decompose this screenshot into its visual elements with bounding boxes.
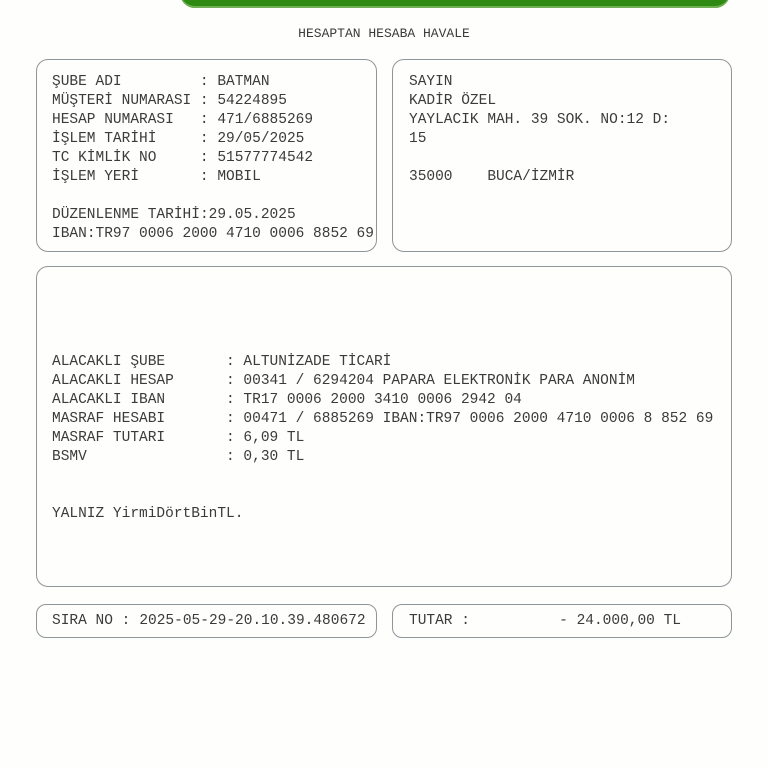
field-label: IBAN [52, 226, 87, 242]
field-separator: : [199, 131, 218, 147]
field-separator: : [199, 112, 218, 128]
field-separator: : [226, 373, 244, 389]
field-separator: : [199, 93, 218, 109]
field-separator: : [199, 74, 218, 90]
field-separator: : [226, 392, 244, 408]
field-value: 29.05.2025 [208, 207, 296, 223]
field-label: İŞLEM TARİHİ [52, 131, 157, 147]
field-alacakli-sube [52, 353, 716, 372]
field-value: TR17 0006 2000 3410 0006 2942 04 [243, 392, 522, 408]
field-separator: : [226, 449, 244, 465]
field-label: ŞUBE ADI [52, 74, 122, 90]
field-separator: : [226, 354, 244, 370]
amount-in-words: YALNIZ YirmiDörtBinTL. [52, 506, 244, 522]
field-label: DÜZENLENME TARİHİ [52, 207, 200, 223]
field-label: ALACAKLI HESAP [52, 373, 174, 389]
field-islem-tarihi [52, 130, 361, 149]
field-alacakli-iban [52, 391, 716, 410]
recipient-address-line-2: 15 [409, 131, 427, 147]
sira-no-label: SIRA NO : [52, 613, 131, 629]
tutar-value: - 24.000,00 TL [559, 613, 681, 629]
field-value: 00471 / 6885269 IBAN:TR97 0006 2000 4710 0006 8 852 69 [243, 411, 714, 427]
field-hesap-numarasi [52, 111, 361, 130]
field-tc-kimlik-no [52, 149, 361, 168]
blank-line [52, 187, 361, 206]
field-value: 6,09 TL [243, 430, 305, 446]
sira-no-value: 2025-05-29-20.10.39.480672 [139, 613, 366, 629]
field-separator: : [199, 169, 218, 185]
field-label: BSMV [52, 449, 87, 465]
sira-no-box [36, 604, 377, 638]
field-label: TC KİMLİK NO [52, 150, 157, 166]
field-separator: : [226, 430, 244, 446]
field-duzenlenme-tarihi [52, 206, 361, 225]
field-value: ALTUNİZADE TİCARİ [243, 354, 392, 370]
field-value: 29/05/2025 [217, 131, 305, 147]
field-label: HESAP NUMARASI [52, 112, 174, 128]
recipient-address-box [392, 59, 732, 252]
page-title: HESAPTAN HESABA HAVALE [298, 26, 470, 41]
recipient-address-line-1: YAYLACIK MAH. 39 SOK. NO:12 D: [409, 112, 671, 128]
field-value: 471/6885269 [217, 112, 314, 128]
recipient-postcode-city: 35000 BUCA/İZMİR [409, 169, 575, 185]
field-bsmv [52, 448, 716, 467]
field-label: MASRAF TUTARI [52, 430, 166, 446]
field-musteri-numarasi [52, 92, 361, 111]
blank-line [409, 149, 715, 168]
field-masraf-hesabi [52, 410, 716, 429]
recipient-name: KADİR ÖZEL [409, 93, 497, 109]
transfer-details-box [36, 266, 732, 587]
field-label: ALACAKLI IBAN [52, 392, 166, 408]
field-label: MASRAF HESABI [52, 411, 166, 427]
field-alacakli-hesap [52, 372, 716, 391]
field-label: İŞLEM YERİ [52, 169, 140, 185]
field-separator: : [86, 226, 96, 242]
field-islem-yeri [52, 168, 361, 187]
sender-info-box [36, 59, 377, 252]
field-separator: : [199, 150, 218, 166]
field-masraf-tutari [52, 429, 716, 448]
field-sube-adi [52, 73, 361, 92]
field-label: MÜŞTERİ NUMARASI [52, 93, 192, 109]
field-value: 54224895 [217, 93, 287, 109]
field-label: ALACAKLI ŞUBE [52, 354, 166, 370]
field-separator: : [199, 207, 209, 223]
tutar-label: TUTAR : [409, 613, 470, 629]
field-value: 0,30 TL [243, 449, 305, 465]
field-separator: : [226, 411, 244, 427]
field-value: MOBIL [217, 169, 261, 185]
field-value: 51577774542 [217, 150, 314, 166]
field-value: BATMAN [217, 74, 270, 90]
field-value: TR97 0006 2000 4710 0006 8852 69 [95, 226, 374, 242]
field-sender-iban [52, 225, 374, 244]
recipient-salutation: SAYIN [409, 74, 453, 90]
field-value: 00341 / 6294204 PAPARA ELEKTRONİK PARA ANONİM [243, 373, 635, 389]
tutar-box [392, 604, 732, 638]
header-green-bar [180, 0, 730, 8]
